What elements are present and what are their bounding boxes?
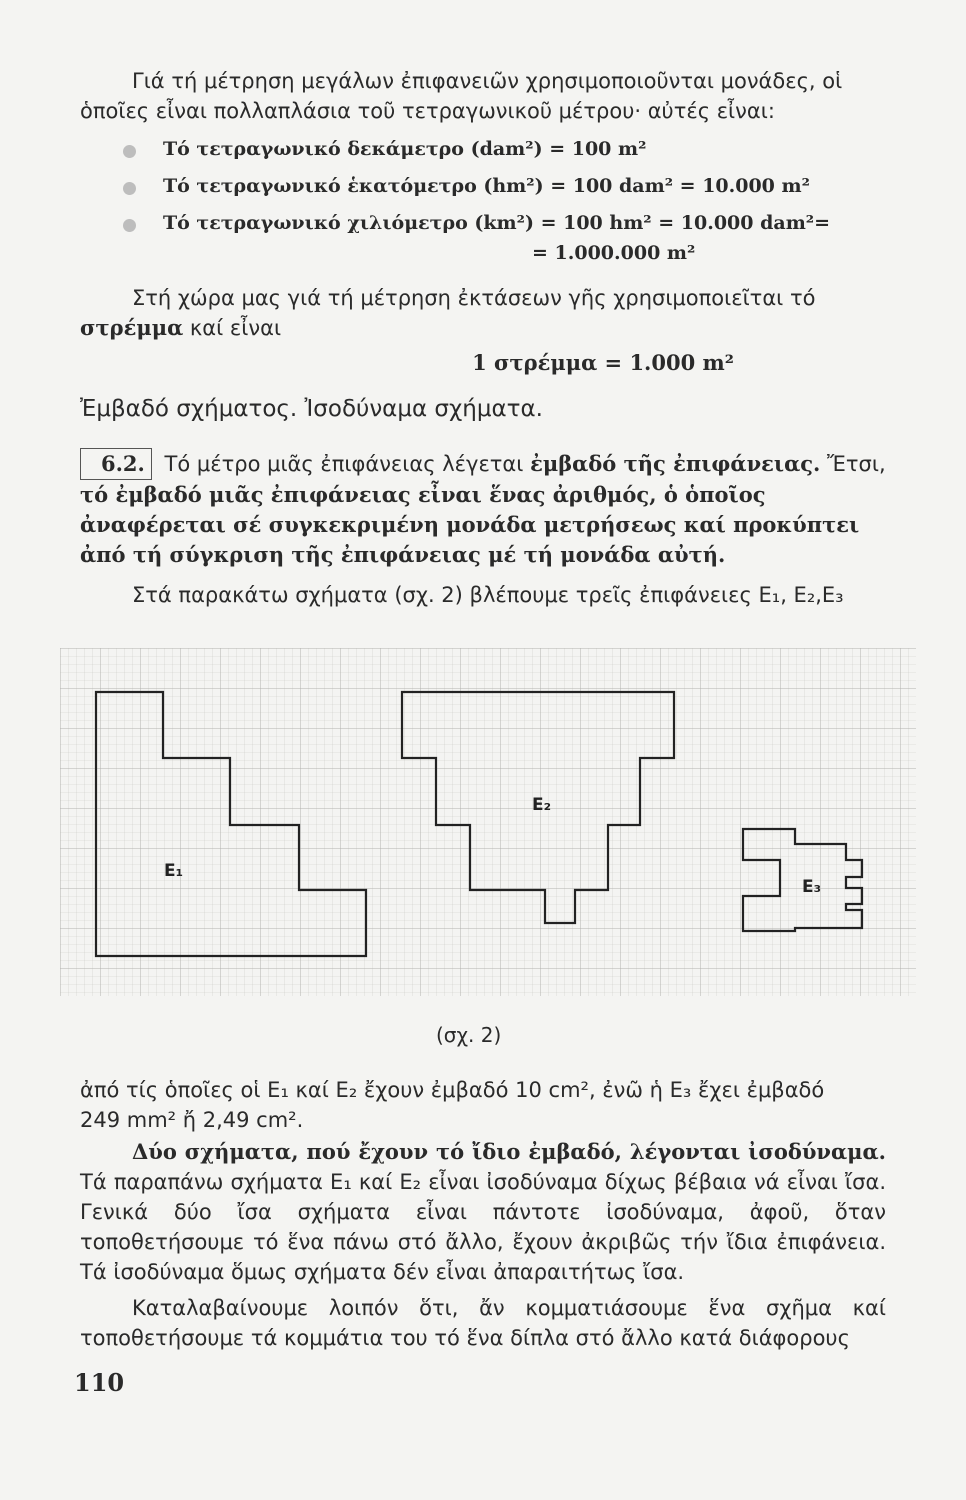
section-rest: Ἔτσι, bbox=[820, 452, 886, 476]
unit-text: Τό τετραγωνικό χιλιόμετρο (km²) = 100 hm² = 10.000 dam²= bbox=[163, 212, 831, 234]
intro-line-1: Γιά τή μέτρηση μεγάλων ἐπιφανειῶν χρησιμοποιοῦνται μονάδες, οἱ bbox=[132, 69, 843, 93]
label-e1: E₁ bbox=[164, 861, 184, 881]
figure-caption: (σχ. 2) bbox=[436, 1023, 502, 1047]
grid-background bbox=[60, 648, 916, 996]
bullet-icon bbox=[123, 182, 136, 195]
bullet-icon bbox=[123, 219, 136, 232]
stremma-line-2 bbox=[80, 313, 886, 343]
label-e3: E₃ bbox=[802, 877, 822, 897]
intro-line-2: ὁποῖες εἶναι πολλαπλάσια τοῦ τετραγωνικοῦ μέτρου· αὐτές εἶναι: bbox=[80, 99, 775, 123]
stremma-line-1: Στή χώρα μας γιά τή μέτρηση ἐκτάσεων γῆς χρησιμοποιεῖται τό bbox=[132, 286, 816, 310]
equivalent-paragraph bbox=[80, 1137, 886, 1287]
section-number: 6.2. bbox=[80, 448, 152, 480]
after-figure-line-2: 249 mm² ἤ 2,49 cm². bbox=[80, 1108, 304, 1132]
unit-text: = 1.000.000 m² bbox=[532, 242, 696, 264]
figure-svg bbox=[60, 648, 916, 996]
section-term: ἐμβαδό τῆς ἐπιφάνειας. bbox=[530, 451, 821, 476]
section-paragraph bbox=[80, 448, 886, 570]
section-definition: τό ἐμβαδό μιᾶς ἐπιφάνειας εἶναι ἕνας ἀριθμός, ὁ ὁποῖος ἀναφέρεται σέ συγκεκριμένη μονάδα μετρήσεως καί προκύπτει ἀπό τή σύγκριση τῆς ἐπιφάνειας μέ τή μονάδα αὐτή. bbox=[80, 482, 860, 567]
stremma-formula: 1 στρέμμα = 1.000 m² bbox=[472, 350, 734, 375]
label-e2: E₂ bbox=[532, 795, 552, 815]
equivalent-rest: Τά παραπάνω σχήματα E₁ καί E₂ εἶναι ἰσοδύναμα δίχως βέβαια νά εἶναι ἴσα. Γενικά δύο ἴσα σχήματα εἶναι πάντοτε ἰσοδύναμα, ἀφοῦ, ὅταν τοποθετήσουμε τό ἕνα πάνω στό ἄλλο, ἔχουν ἀκριβῶς τήν ἴδια ἐπιφάνεια. Τά ἰσοδύναμα ὅμως σχήματα δέν εἶναι ἀπαραιτήτως ἴσα. bbox=[80, 1170, 886, 1284]
bullet-icon bbox=[123, 145, 136, 158]
figure-grid bbox=[60, 648, 916, 996]
unit-text: Τό τετραγωνικό ἑκατόμετρο (hm²) = 100 dam² = 10.000 m² bbox=[163, 175, 810, 197]
figure-intro: Στά παρακάτω σχήματα (σχ. 2) βλέπουμε τρεῖς ἐπιφάνειες E₁, E₂,E₃ bbox=[132, 583, 844, 607]
stremma-rest: καί εἶναι bbox=[183, 316, 282, 340]
stremma-term: στρέμμα bbox=[80, 315, 184, 340]
section-heading: Ἐμβαδό σχήματος. Ἰσοδύναμα σχήματα. bbox=[80, 396, 543, 422]
page-number: 110 bbox=[74, 1368, 125, 1397]
after-figure-line-1: ἀπό τίς ὁποῖες οἱ E₁ καί E₂ ἔχουν ἐμβαδό 10 cm², ἐνῶ ἡ E₃ ἔχει ἐμβαδό bbox=[80, 1078, 825, 1102]
equivalent-definition: Δύο σχήματα, πού ἔχουν τό ἴδιο ἐμβαδό, λέγονται ἰσοδύναμα. bbox=[132, 1139, 886, 1164]
section-first: Τό μέτρο μιᾶς ἐπιφάνειας λέγεται bbox=[157, 452, 531, 476]
last-paragraph: Καταλαβαίνουμε λοιπόν ὅτι, ἄν κομματιάσουμε ἕνα σχῆμα καί τοποθετήσουμε τά κομμάτια του τό ἕνα δίπλα στό ἄλλο κατά διάφορους bbox=[80, 1296, 886, 1350]
unit-text: Τό τετραγωνικό δεκάμετρο (dam²) = 100 m² bbox=[163, 138, 647, 160]
